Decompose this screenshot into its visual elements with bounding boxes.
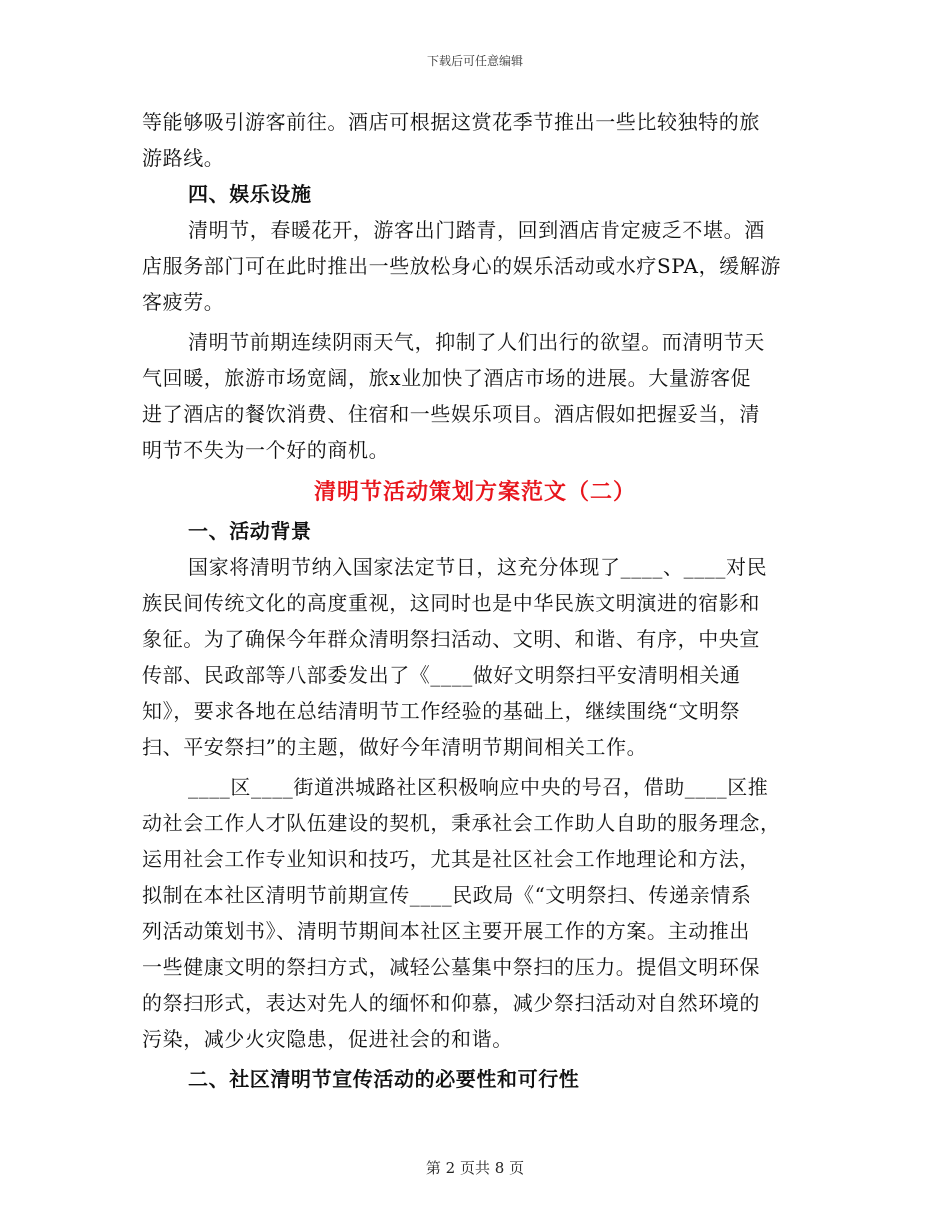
page-header: 下载后可任意编辑	[426, 54, 523, 68]
text-line: 污染，减少火灾隐患，促进社会的和谐。	[142, 1027, 513, 1051]
text-line: 的祭扫形式，表达对先人的缅怀和仰慕，减少祭扫活动对自然环境的	[142, 991, 760, 1015]
text-line: 游路线。	[142, 146, 225, 170]
text-line: 国家将清明节纳入国家法定节日，这充分体现了____、____对民	[188, 555, 768, 579]
text-line: 运用社会工作专业知识和技巧，尤其是社区社会工作地理论和方法，	[142, 847, 760, 871]
heading-necessity: 二、社区清明节宣传活动的必要性和可行性	[188, 1067, 580, 1091]
text-line: 清明节，春暖花开，游客出门踏青，回到酒店肯定疲乏不堪。酒	[188, 218, 765, 242]
text-line: 店服务部门可在此时推出一些放松身心的娱乐活动或水疗SPA，缓解游	[142, 254, 781, 278]
text-line: 等能够吸引游客前往。酒店可根据这赏花季节推出一些比较独特的旅	[142, 110, 760, 134]
text-line: 气回暖，旅游市场宽阔，旅x业加快了酒店市场的进展。大量游客促	[142, 366, 752, 390]
text-line: 一些健康文明的祭扫方式，减轻公墓集中祭扫的压力。提倡文明环保	[142, 955, 760, 979]
paragraph-entertainment	[142, 212, 808, 320]
paragraph-background	[142, 549, 808, 765]
text-line: 客疲劳。	[142, 290, 225, 314]
text-line: 扫、平安祭扫”的主题，做好今年清明节期间相关工作。	[142, 735, 648, 759]
text-line: 明节不失为一个好的商机。	[142, 438, 390, 462]
text-line: 象征。为了确保今年群众清明祭扫活动、文明、和谐、有序，中央宣	[142, 627, 760, 651]
text-line: 列活动策划书》、清明节期间本社区主要开展工作的方案。主动推出	[142, 919, 750, 943]
paragraph-community	[142, 769, 808, 1057]
paragraph-continuation	[142, 104, 808, 176]
text-line: 进了酒店的餐饮消费、住宿和一些娱乐项目。酒店假如把握妥当，清	[142, 402, 760, 426]
text-line: 动社会工作人才队伍建设的契机，秉承社会工作助人自助的服务理念，	[142, 811, 781, 835]
heading-entertainment: 四、娱乐设施	[188, 182, 312, 206]
text-line: 族民间传统文化的高度重视，这同时也是中华民族文明演进的宿影和	[142, 591, 760, 615]
document-body	[142, 104, 808, 1097]
paragraph-weather	[142, 324, 808, 468]
text-line: 传部、民政部等八部委发出了《____做好文明祭扫平安清明相关通	[142, 663, 741, 687]
text-line: 清明节前期连续阴雨天气，抑制了人们出行的欲望。而清明节天	[188, 330, 765, 354]
text-line: ____区____街道洪城路社区积极响应中央的号召，借助____区推	[188, 775, 769, 799]
page-footer: 第 2 页共 8 页	[425, 1159, 525, 1177]
heading-background: 一、活动背景	[188, 519, 312, 543]
text-line: 拟制在本社区清明节前期宣传____民政局《“文明祭扫、传递亲情系	[142, 883, 752, 907]
text-line: 知》，要求各地在总结清明节工作经验的基础上，继续围绕“文明祭	[142, 699, 741, 723]
section-title: 清明节活动策划方案范文（二）	[313, 479, 636, 505]
